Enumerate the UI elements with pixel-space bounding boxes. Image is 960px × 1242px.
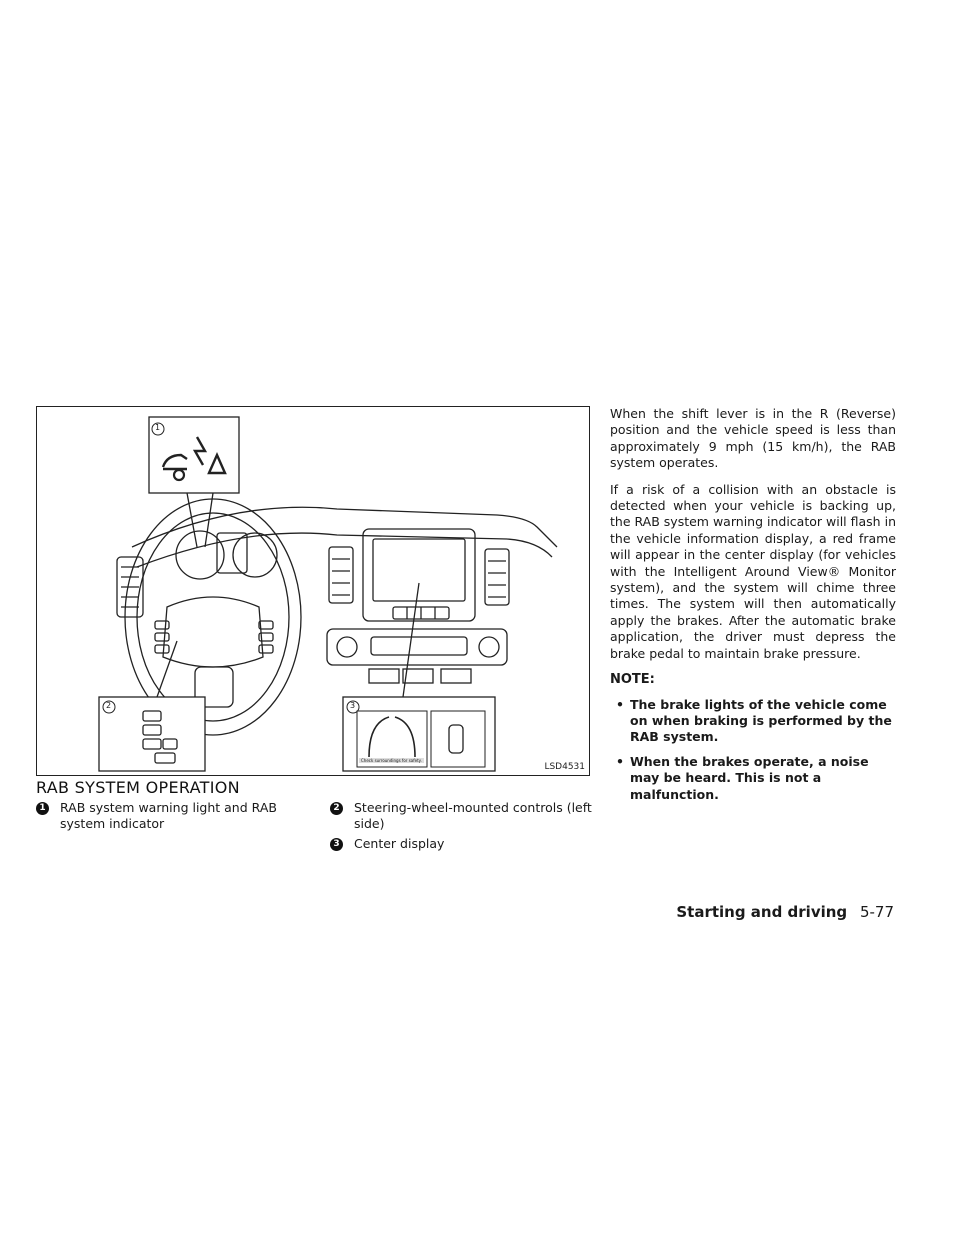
dash-inner-outline xyxy=(137,533,552,567)
callout-label-2: 2 xyxy=(106,701,112,710)
right-gauge xyxy=(233,533,277,577)
footer-section-title: Starting and driving xyxy=(676,903,848,921)
note-item: • When the brakes operate, a noise may be heard. This is not a malfunction. xyxy=(610,754,896,803)
legend-text: Center display xyxy=(354,836,445,851)
dashboard-illustration xyxy=(36,406,590,776)
callout-box-1 xyxy=(149,417,239,493)
legend-right xyxy=(330,800,592,856)
note-heading: NOTE: xyxy=(610,672,655,688)
legend-item xyxy=(36,800,298,832)
note-item: • The brake lights of the vehicle come on when braking is performed by the RAB system. xyxy=(610,697,896,746)
page-footer xyxy=(676,903,894,921)
dashboard-drawing xyxy=(37,407,589,775)
legend-item xyxy=(330,800,592,832)
page-number: 5-77 xyxy=(859,903,894,921)
body-paragraph: When the shift lever is in the R (Reverse) position and the vehicle speed is less than approximately 9 mph (15 km/h), the RAB system operates. xyxy=(610,406,896,471)
legend-left xyxy=(36,800,298,836)
body-paragraph: If a risk of a collision with an obstacle is detected when your vehicle is backing up, the RAB system warning indicator will flash in the vehicle information display, a red frame will appear in the center display (for vehicles with the Intelligent Around View® Monitor system), and the system will chime three times. The system will then automatically apply the brakes. After the automatic brake application, the driver must depress the brake pedal to maintain brake pressure. xyxy=(610,481,896,661)
section-title: RAB SYSTEM OPERATION xyxy=(36,778,240,797)
climate-panel xyxy=(327,629,507,665)
steering-wheel-hub xyxy=(163,597,263,667)
figure-id: LSD4531 xyxy=(544,762,585,772)
center-display-screen xyxy=(373,539,465,601)
legend-number: 2 xyxy=(330,802,343,815)
legend-number: 1 xyxy=(36,802,49,815)
legend-number: 3 xyxy=(330,838,343,851)
callout-label-1: 1 xyxy=(155,423,161,432)
legend-item xyxy=(330,836,592,852)
legend-text: RAB system warning light and RAB system indicator xyxy=(60,800,277,831)
legend-text: Steering-wheel-mounted controls (left side) xyxy=(354,800,592,831)
screen-banner-text: Check surroundings for safety. xyxy=(361,758,422,763)
note-list xyxy=(610,697,896,803)
callout-label-3: 3 xyxy=(350,701,356,710)
body-column xyxy=(610,406,896,811)
